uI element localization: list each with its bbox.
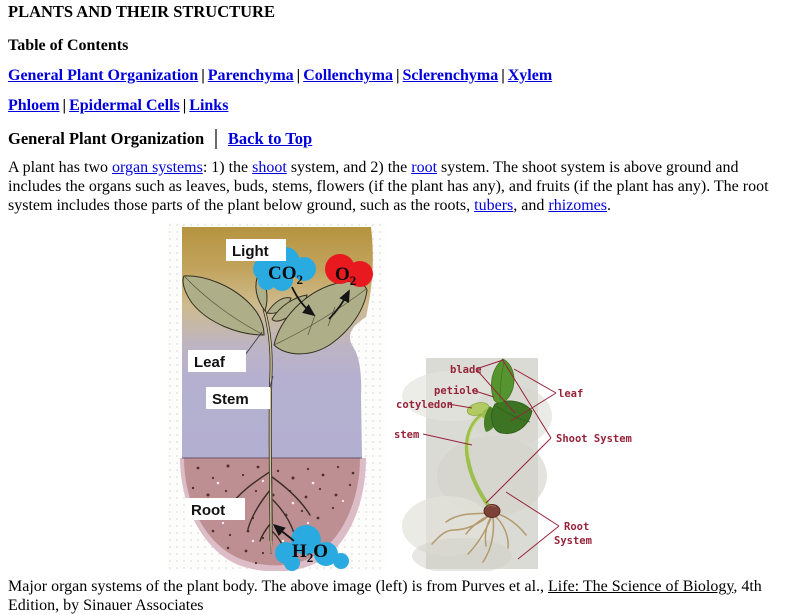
plant-organ-systems-diagram <box>168 223 385 571</box>
caption-text: , 4th Edition, by Sinauer Associates <box>8 578 762 614</box>
h2o-label: $H_2O$ <box>292 541 329 565</box>
caption-citation: Life: The Science of Biology <box>548 578 734 595</box>
figure-caption <box>8 577 792 615</box>
toc-link-sclerenchyma[interactable]: Sclerenchyma <box>402 67 499 84</box>
seedling-seed <box>484 505 500 518</box>
intro-text: system, and 2) the <box>286 159 412 176</box>
o2-label: $O_2$ <box>335 264 357 288</box>
co2-label: $CO_2$ <box>268 263 303 287</box>
leaf-label: Leaf <box>194 354 225 371</box>
toc-link-parenchyma[interactable]: Parenchyma <box>207 67 294 84</box>
intro-text: , and <box>513 197 549 214</box>
organ-systems-link[interactable]: organ systems <box>112 159 203 176</box>
intro-text: system. The shoot system is above ground and includes the organs such as leaves, buds, stems, flowers (if the plant has any), and fruits (if the plant has any). The root system includes those parts of the plant below ground, such as the roots, <box>8 159 769 214</box>
toc-separator: | <box>201 67 205 84</box>
intro-text: A plant has two <box>8 159 112 176</box>
cotyledon-label: cotyledon <box>396 399 453 411</box>
heading-divider: │ <box>210 129 222 148</box>
toc-separator: | <box>182 97 187 114</box>
leaf-label: leaf <box>558 388 584 400</box>
intro-text: : 1) the <box>202 159 253 176</box>
caption-text: Major organ systems of the plant body. The above image (left) is from Purves et al., <box>8 578 549 595</box>
stem-label: stem <box>394 429 420 441</box>
shoot-system-label: Shoot System <box>556 433 632 445</box>
section-heading-text: General Plant Organization <box>8 129 205 148</box>
shoot-link[interactable]: shoot <box>252 159 287 176</box>
intro-text: . <box>607 197 612 214</box>
toc-link-collenchyma[interactable]: Collenchyma <box>303 67 393 84</box>
toc-link-epidermal-cells[interactable]: Epidermal Cells <box>69 97 180 114</box>
root-system-label-line1: Root <box>564 521 590 533</box>
stem-label: Stem <box>212 391 249 408</box>
root-label: Root <box>191 502 226 519</box>
toc-separator: | <box>296 67 301 84</box>
toc-link-links[interactable]: Links <box>189 97 229 114</box>
toc-separator: | <box>501 67 505 84</box>
petiole-label: petiole <box>434 385 479 397</box>
root-link[interactable]: root <box>411 159 438 176</box>
toc-row-1 <box>8 66 792 85</box>
figures-row <box>8 223 792 571</box>
toc-row-2 <box>8 96 792 115</box>
toc-link-phloem[interactable]: Phloem <box>8 97 60 114</box>
intro-paragraph <box>8 158 792 215</box>
toc-link-xylem[interactable]: Xylem <box>507 67 553 84</box>
rhizomes-link[interactable]: rhizomes <box>548 197 608 214</box>
section-heading <box>8 129 792 148</box>
page-title: PLANTS AND THEIR STRUCTURE <box>8 2 275 21</box>
root-system-label-line2: System <box>554 535 592 547</box>
toc-heading: Table of Contents <box>8 37 129 54</box>
toc-link-general-plant-organization[interactable]: General Plant Organization <box>8 67 199 84</box>
back-to-top-link[interactable]: Back to Top <box>227 129 313 148</box>
toc-separator: | <box>62 97 67 114</box>
tubers-link[interactable]: tubers <box>474 197 514 214</box>
toc-separator: | <box>395 67 400 84</box>
blade-label: blade <box>450 364 482 376</box>
bean-seedling-labeled-photo <box>392 356 632 571</box>
light-label: Light <box>232 243 269 260</box>
